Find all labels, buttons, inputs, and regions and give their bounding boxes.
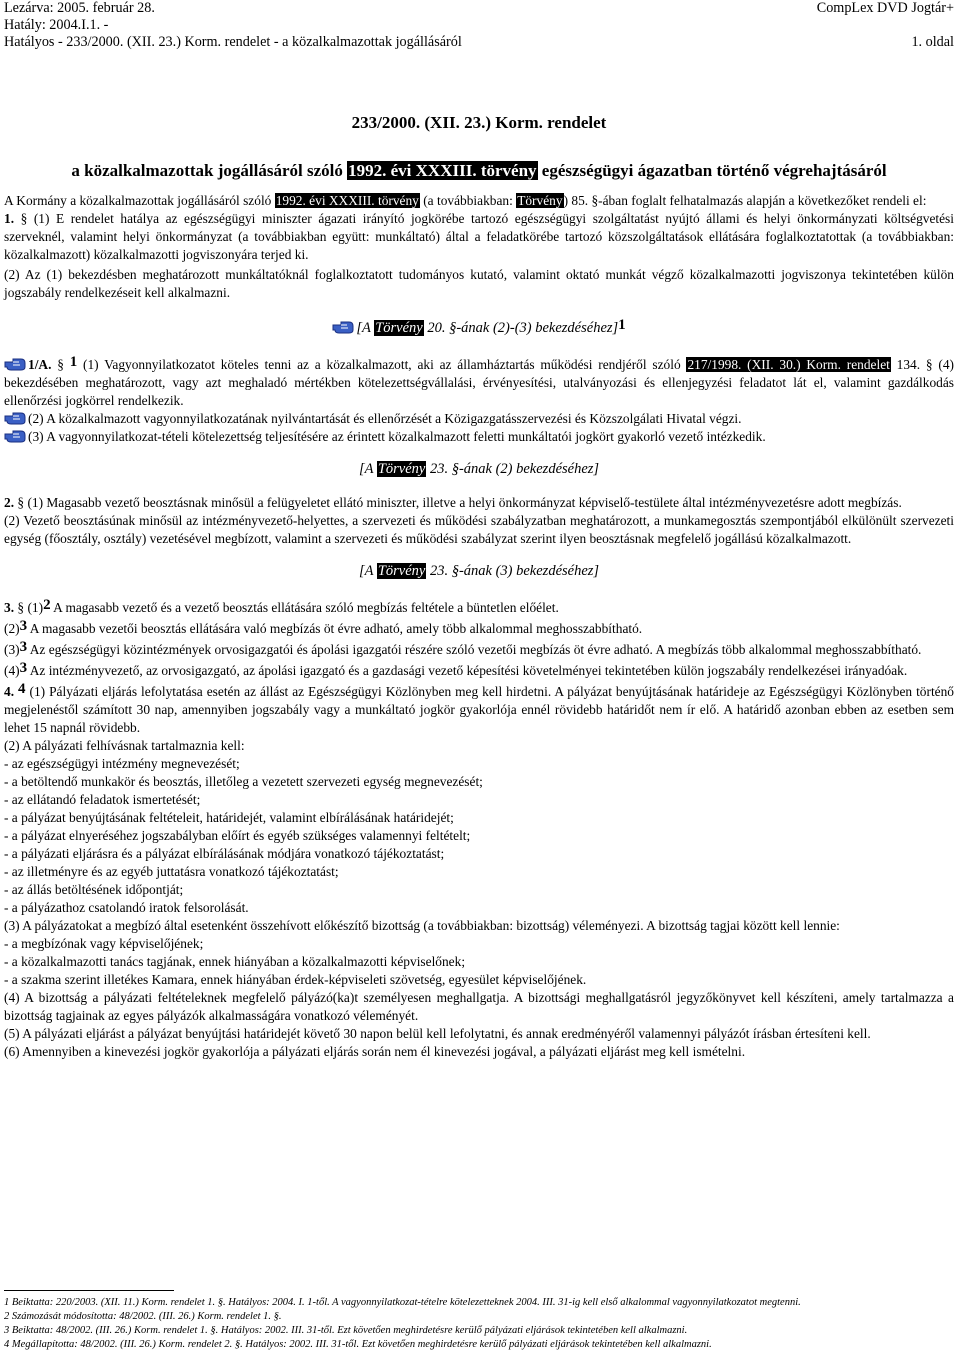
section-3-para-1: 3. § (1)2 A magasabb vezető és a vezető beosztás ellátására szóló megbízás feltétele a büntetlen előélet.: [4, 597, 559, 615]
law-link[interactable]: 1992. évi XXXIII. törvény: [348, 161, 537, 180]
list-item: - a megbízónak vagy képviselőjének;: [4, 936, 204, 951]
header-lezarva: Lezárva: 2005. február 28.: [4, 0, 155, 16]
footnote: 3 Beiktatta: 48/2002. (III. 26.) Korm. rendelet 1. §. Hatályos: 2002. III. 31-től. Ezt követően meghirdetésre kerülő pályázati eljárások tekintetében kell alkalmazni.: [4, 1325, 688, 1336]
section-1a-para-2: (2) A közalkalmazott vagyonnyilatkozatának nyilvántartását és ellenőrzését a Közigazgatásszervezési és Közszolgálati Hivatal végzi.: [4, 410, 954, 428]
list-item: - az egészségügyi intézmény megnevezését;: [4, 756, 240, 771]
footnote-ref[interactable]: 1: [618, 317, 626, 333]
list-item: - az állás betöltésének időpontját;: [4, 882, 184, 897]
footnote-ref[interactable]: 3: [19, 639, 28, 655]
footnote-ref[interactable]: 1: [69, 354, 78, 370]
footnote: 4 Megállapította: 48/2002. (III. 26.) Korm. rendelet 2. §. Hatályos: 2002. III. 31-től. Ezt követően meghirdetésre kerülő pályázati eljárások tekintetében kell alkalmazni.: [4, 1339, 712, 1350]
hand-pointer-icon[interactable]: [4, 411, 26, 425]
section-4-para-1: 4. 4 (1) Pályázati eljárás lefolytatása esetén az állást az Egészségügyi Közlönyben meg kell hirdetni. A pályázat benyújtásának határideje az Egészségügyi Közlönyben történő megjelenéstől számított 30 nap, amennyiben jogszabály vagy a munkáltató jogkör gyakorlója ennél rövidebb határidőt nem ír elő. A határidő azonban ebben az esetben sem lehet 15 napnál rövidebb.: [4, 681, 955, 735]
section-4-list-3: [4, 935, 954, 989]
section-1a-reference: [A Törvény 23. §-ának (2) bekezdéséhez]: [358, 461, 600, 477]
document-title: 233/2000. (XII. 23.) Korm. rendelet: [351, 113, 607, 132]
footnote-ref[interactable]: 3: [19, 660, 28, 676]
section-3-para-4: (4)3 Az intézményvezető, az orvosigazgató, az ápolási igazgató és a gazdasági vezető képesítési követelményei tekintetében külön jogszabály rendelkezései irányadóak.: [4, 660, 908, 678]
preamble: A Kormány a közalkalmazottak jogállásáról szóló 1992. évi XXXIII. törvény (a továbbiakban: Törvény) 85. §-ában foglalt felhatalmazás alapján a következőket rendeli el:: [4, 193, 927, 208]
section-2-reference: [A Törvény 23. §-ának (3) bekezdéséhez]: [358, 563, 600, 579]
section-1-para-1: 1. § (1) E rendelet hatálya az egészségügyi miniszter ágazati irányító jogkörébe tartozó egészségügyi szolgáltatást nyújtó állami és helyi önkormányzati költségvetési szerveknél, valamint helyi önkormányzat (a továbbiakban együtt: munkáltató) által a feladatkörébe tartozó közszolgáltatások ellátására foglalkoztatottak (a továbbiakban: közalkalmazott) közalkalmazotti jogviszonyára terjed ki.: [4, 211, 954, 262]
list-item: - a pályázati eljárásra és a pályázat elbírálásának módjára vonatkozó tájékoztatást;: [4, 846, 445, 861]
list-item: - a szakma szerint illetékes Kamara, ennek hiányában érdek-képviseleti szövetség, egyesület képviselőjének.: [4, 972, 587, 987]
header-hataly: Hatály: 2004.I.1. -: [4, 17, 109, 33]
section-2-para-1: 2. § (1) Magasabb vezető beosztásnak minősül a felügyeletet ellátó miniszter, illetve a helyi önkormányzat képviselő-testülete által intézményvezetésre adott megbízás.: [4, 495, 902, 510]
footnote-ref[interactable]: 2: [43, 597, 51, 613]
section-4-list-2: [4, 755, 954, 917]
section-4-para-3: (3) A pályázatokat a megbízó által esetenként összehívott előkészítő bizottság (a továbbiakban: bizottság) véleményezi. A bizottság tagjai között kell lennie:: [4, 918, 840, 933]
torveny-link[interactable]: Törvény: [377, 563, 426, 579]
section-1-reference: [A Törvény 20. §-ának (2)-(3) bekezdéséhez]1: [4, 316, 954, 337]
section-1a-para-3: (3) A vagyonnyilatkozat-tételi kötelezettség teljesítésére az érintett közalkalmazott feletti munkáltatói jogkört gyakorló vezető intézkedik.: [4, 428, 954, 446]
hand-pointer-icon[interactable]: [4, 429, 26, 443]
torveny-link[interactable]: Törvény: [377, 461, 426, 477]
document-body: [4, 112, 954, 1061]
hand-pointer-icon[interactable]: [332, 320, 354, 334]
footnote-ref[interactable]: 4: [18, 681, 26, 697]
header-product: CompLex DVD Jogtár+: [816, 0, 954, 16]
section-3-para-3: (3)3 Az egészségügyi közintézmények orvosigazgatói és ápolási igazgatói részére szóló vezetői megbízás öt évre adható. A megbízás több alkalommal meghosszabbítható.: [4, 639, 922, 657]
section-3-para-2: (2)3 A magasabb vezetői beosztás ellátására való megbízás öt évre adható, amely több alkalommal meghosszabbítható.: [4, 618, 643, 636]
decree-link[interactable]: 217/1998. (XII. 30.) Korm. rendelet: [687, 357, 890, 372]
torveny-link[interactable]: Törvény: [375, 320, 423, 336]
document-subtitle: a közalkalmazottak jogállásáról szóló 1992. évi XXXIII. törvény egészségügyi ágazatban történő végrehajtásáról: [71, 161, 887, 180]
list-item: - a pályázat benyújtásának feltételeit, határidejét, valamint elbírálásának határidejét;: [4, 810, 454, 825]
footnote-divider: [4, 1290, 174, 1291]
header-hatalyos: Hatályos - 233/2000. (XII. 23.) Korm. rendelet - a közalkalmazottak jogállásáról: [4, 34, 462, 50]
section-4-para-2: (2) A pályázati felhívásnak tartalmaznia kell:: [4, 738, 245, 753]
section-4-para-4: (4) A bizottság a pályázati feltételeknek megfelelő pályázó(ka)t személyesen meghallgatja. A bizottsági meghallgatásról jegyzőkönyvet kell készíteni, amely tartalmazza a bizottság tagjainak az egyes pályázók alkalmasságára vonatkozó véleményét.: [4, 990, 954, 1023]
list-item: - a pályázat elnyeréséhez jogszabályban előírt és egyéb szükséges valamennyi feltételt;: [4, 828, 471, 843]
footnotes: [4, 1296, 954, 1352]
section-4-para-5: (5) A pályázati eljárást a pályázat benyújtási határidejét követő 30 napon belül kell lefolytatni, és annak eredményéről valamennyi pályázót írásban értesíteni kell.: [4, 1026, 871, 1041]
section-4-para-6: (6) Amennyiben a kinevezési jogkör gyakorlója a pályázati eljárás során nem él kinevezési jogával, a pályázati eljárást meg kell ismételni.: [4, 1044, 746, 1059]
header-page-number: 1. oldal: [911, 34, 954, 50]
footnote: 1 Beiktatta: 220/2003. (XII. 11.) Korm. rendelet 1. §. Hatályos: 2004. I. 1-től. A vagyonnyilatkozat-tételre kötelezetteknek 2004. III. 31-ig kell első alkalommal vagyonnyilatkozatot megtenni.: [4, 1297, 801, 1308]
section-1a-para-1: 1/A. § 1 (1) Vagyonnyilatkozatot köteles tenni az a közalkalmazott, aki az államháztartás működési rendjéről szóló 217/1998. (XII. 30.) Korm. rendelet 134. § (4) bekezdésében meghatározott, vagy azt meghaladó mértékben kötelezettségvállalási, érvényesítési, utalványozási és ellenjegyzési feladatot lát el, valamint gazdálkodás ellenőrzési jogkörrel rendelkezik.: [4, 354, 954, 408]
law-link[interactable]: 1992. évi XXXIII. törvény: [275, 193, 419, 208]
footnote-ref[interactable]: 3: [19, 618, 28, 634]
hand-pointer-icon[interactable]: [4, 357, 26, 371]
section-2-para-2: (2) Vezető beosztásúnak minősül az intézményvezető-helyettes, a szervezeti és működési szabályzatban meghatározott, a munkamegosztás szempontjából elkülönült szervezeti egység (főosztály, osztály) vezetésével megbízott, valamint a szervezeti és működési szabályzat szerint ilyen beosztásnak megfelelő jogállású közalkalmazott.: [4, 513, 954, 546]
section-1-para-2: (2) Az (1) bekezdésben meghatározott munkáltatóknál foglalkoztatott tudományos kutató, valamint oktató munkát végző közalkalmazotti jogviszonya tekintetében külön jogszabály rendelkezéseit kell alkalmazni.: [4, 267, 954, 300]
footnote: 2 Számozását módosította: 48/2002. (III. 26.) Korm. rendelet 1. §.: [4, 1311, 282, 1322]
list-item: - a pályázathoz csatolandó iratok felsorolását.: [4, 900, 249, 915]
torveny-link[interactable]: Törvény: [517, 193, 563, 208]
list-item: - az ellátandó feladatok ismertetését;: [4, 792, 201, 807]
list-item: - az illetményre és az egyéb juttatásra vonatkozó tájékoztatást;: [4, 864, 339, 879]
list-item: - a betöltendő munkakör és beosztás, illetőleg a vezetett szervezeti egység megnevezését;: [4, 774, 483, 789]
list-item: - a közalkalmazotti tanács tagjának, ennek hiányában a közalkalmazotti képviselőnek;: [4, 954, 466, 969]
